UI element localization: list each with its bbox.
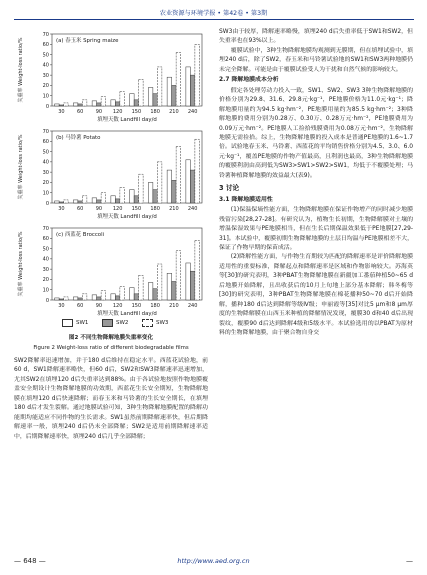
bar-sw2 <box>97 200 102 203</box>
paragraph: 假定各处理劳动力投入一致，SW1、SW2、SW3 3种生物降解地膜的价格分别为29.8、31.6、29.8元·kg⁻¹，PE地膜价格为11.0元·kg⁻¹；降解地膜用量约为94.5 kg·hm⁻²，PE地膜用量约为85.5 kg·hm⁻²；3种降解地膜的费用分别为0.28万、0.30万、0.28万元·hm⁻²，PE地膜费用为0.09万元·hm⁻²。PE地膜人工捡拾残膜费用为0.08万元·hm⁻²，生物降解地膜无需捡拾。综上，生物降解地膜的投入成本是普通PE地膜的1.6~1.7倍。试验地春玉米、马铃薯、西蓝花的平均销售价格分别为4.5、3.0、6.0元·kg⁻¹，覆盖PE地膜的作物产值最高，且利润也最高，3种生物降解地膜的覆膜利润由高到低为SW3>SW1>SW2>SW1，均低于不覆膜处理；马铃薯种植降解地膜的效益最大(表9)。 <box>219 87 413 179</box>
bar-sw2 <box>78 201 83 203</box>
x-tick-label: 30 <box>58 303 65 309</box>
legend-sw2: SW2 <box>102 319 128 327</box>
y-tick-label: 50 <box>42 52 49 59</box>
bar-sw3 <box>82 100 87 106</box>
bar-sw1 <box>73 297 78 300</box>
bar-sw3 <box>64 200 69 203</box>
x-axis-label: 填埋天数 Landfill day/d <box>97 311 157 317</box>
x-tick-label: 180 <box>150 303 160 309</box>
bar-sw3 <box>139 174 144 203</box>
bar-sw3 <box>176 53 181 106</box>
x-tick-label: 60 <box>76 206 84 212</box>
bar-sw1 <box>111 100 116 106</box>
y-tick-label: 10 <box>42 93 49 100</box>
bar-sw1 <box>92 198 97 203</box>
x-tick-label: 90 <box>95 206 103 212</box>
bar-sw2 <box>153 94 158 106</box>
section-heading-3: 3 讨论 <box>219 184 240 193</box>
x-axis-label: 填埋天数 Landfill day/d <box>97 214 157 220</box>
y-tick-label: 10 <box>42 287 49 294</box>
y-tick-label: 60 <box>42 139 49 146</box>
paragraph: SW2降解率迅速增加，并于180 d后维持在稳定水平。西蓝花试验地，前60 d，SW1降解速率略快，但60 d后，SW2和SW3降解速率迅速增加，尤其SW2在填埋120 d后失重率达到88%。由于各试验地按照作物地膜覆盖安全期设计生物降解地膜的功效期，西蓝花生长安全期短，生物降解地膜在填埋120 d后快速降解；而春玉米和马铃薯的生长安全期长，在填埋180 d后才发生裂解。通过地膜试验可知，3种生物降解地膜配置的降解功能期均能适应不同作物的生长需求。SW1虽然前期降解速率快，但后期降解速率一般，填埋240 d后仍未全部降解；SW2是适用前期降解速率适中，后期降解速率快，填埋240 d后几乎全部降解； <box>14 358 208 440</box>
x-tick-label: 210 <box>169 303 179 309</box>
y-tick-label: 40 <box>42 256 49 263</box>
bar-sw3 <box>82 294 87 300</box>
y-tick-label: 70 <box>42 31 49 38</box>
panel-label: (c) 西蓝花 Broccoli <box>56 232 105 238</box>
y-tick-label: 30 <box>42 266 49 273</box>
bar-sw3 <box>139 79 144 106</box>
x-tick-label: 120 <box>112 206 123 212</box>
x-tick-label: 150 <box>131 303 142 309</box>
y-tick-label: 0 <box>45 103 49 110</box>
bar-sw3 <box>120 287 125 300</box>
y-axis-label: 失重率 Weight-loss ratio/% <box>18 37 24 103</box>
footer-url: http://www.aed.org.cn <box>177 557 250 565</box>
bar-sw3 <box>101 97 106 106</box>
legend-sw1: SW1 <box>62 319 88 327</box>
bar-sw2 <box>78 298 83 300</box>
bar-sw1 <box>130 288 135 300</box>
paragraph: 覆膜试验中，3种生物降解地膜均观测到无膜期，但在填埋试验中，填埋240 d后，除了SW2，春玉米和马铃薯试验地的SW1和SW3两种地膜仍未完全降解。可能是由于覆膜试验受人为干扰和自然气候的影响较大。 <box>219 47 413 73</box>
bar-sw1 <box>55 298 60 300</box>
bar-sw1 <box>73 200 78 203</box>
bar-sw1 <box>92 101 97 106</box>
header-rule <box>14 19 414 20</box>
bar-sw2 <box>97 103 102 106</box>
bar-sw2 <box>134 294 139 300</box>
x-axis-label: 填埋天数 Landfill day/d <box>97 117 157 123</box>
bar-sw3 <box>195 240 200 300</box>
x-tick-label: 90 <box>95 303 103 309</box>
y-axis-label: 失重率 Weight-loss ratio/% <box>18 134 24 200</box>
x-tick-label: 180 <box>150 206 160 212</box>
x-tick-label: 180 <box>150 109 160 115</box>
bar-sw3 <box>64 297 69 300</box>
y-tick-label: 50 <box>42 246 49 253</box>
bar-sw2 <box>59 202 64 203</box>
bar-sw1 <box>92 295 97 300</box>
bar-sw3 <box>82 196 87 203</box>
paragraph: SW3由于较厚，降解速率略慢，填埋240 d后失重率低于SW1和SW2，但失重率也在93%以上。 <box>219 29 413 45</box>
y-tick-label: 40 <box>42 159 49 166</box>
bar-sw1 <box>55 201 60 203</box>
bar-sw1 <box>167 273 172 300</box>
bar-sw2 <box>190 170 195 203</box>
x-tick-label: 210 <box>169 109 179 115</box>
section-heading-2-7: 2.7 降解地膜成本分析 <box>219 77 279 84</box>
bar-sw1 <box>73 103 78 106</box>
left-column-text <box>14 357 208 442</box>
bar-sw1 <box>148 87 153 106</box>
y-tick-label: 70 <box>42 128 49 135</box>
bar-sw1 <box>111 294 116 300</box>
x-tick-label: 120 <box>112 109 123 115</box>
bar-sw2 <box>172 180 177 203</box>
bar-sw1 <box>130 94 135 106</box>
x-tick-label: 60 <box>76 303 84 309</box>
figure-caption-cn: 图2 不同生物降解地膜失重率变化 <box>68 335 154 341</box>
bar-sw2 <box>153 190 158 203</box>
legend-sw3: SW3 <box>142 319 168 327</box>
bar-sw3 <box>195 44 200 106</box>
bar-sw1 <box>167 170 172 203</box>
y-tick-label: 30 <box>42 72 49 79</box>
bar-sw3 <box>176 251 181 300</box>
section-heading-3-1: 3.1 降解地膜适用性 <box>219 196 273 203</box>
x-tick-label: 90 <box>95 109 103 115</box>
y-axis-label: 失重率 Weight-loss ratio/% <box>18 231 24 297</box>
figure-caption-en: Figure 2 Weight-loss ratio of different biodegradable films <box>33 345 189 351</box>
y-tick-label: 20 <box>42 277 49 284</box>
bar-sw2 <box>78 104 83 106</box>
x-tick-label: 210 <box>169 206 179 212</box>
bar-sw2 <box>153 289 158 300</box>
paragraph: (2)降解性能方面，与作物生育期较为匹配的降解速率是评价降解地膜适用性的重要标准，降解起点和降解速率是区域和作物影响较大。苏海英等[30]的研究表明，3种PBAT生物降解地膜在新疆加工番茄种植50~65 d后地膜开始降解，且出收获后的10月上旬地上部分基本降解；韩冬梅等[30]的研究表明，3种PBAT生物降解地膜在棉花播种50~70 d后开始降解，播种180 d后达到降解等级Ⅳ级；申丽霞等[35]对比5 μm和8 μm厚度的生物降解膜在山西玉米种植的降解情况发现，覆膜30 d和40 d后出现裂纹，覆膜90 d后达到降解4级和5级水平。本试验选用的以PBAT为原材料的生物降解地膜，由于聚合物自身交 <box>219 254 413 337</box>
bar-sw1 <box>148 182 153 203</box>
bar-sw1 <box>167 77 172 106</box>
x-tick-label: 240 <box>187 206 198 212</box>
bar-sw2 <box>172 281 177 300</box>
page-number: — 648 — <box>14 557 46 565</box>
bar-sw3 <box>64 103 69 106</box>
x-tick-label: 240 <box>187 109 198 115</box>
bar-sw2 <box>134 100 139 106</box>
footer-mark: — <box>406 557 413 565</box>
right-column-text <box>219 28 413 339</box>
bar-sw3 <box>157 67 162 106</box>
x-tick-label: 30 <box>58 109 65 115</box>
y-tick-label: 20 <box>42 180 49 187</box>
x-tick-label: 60 <box>76 109 84 115</box>
bar-sw2 <box>59 105 64 106</box>
y-tick-label: 0 <box>45 297 49 304</box>
x-tick-label: 30 <box>58 206 65 212</box>
y-tick-label: 30 <box>42 169 49 176</box>
y-tick-label: 60 <box>42 42 49 49</box>
bar-sw1 <box>148 283 153 300</box>
bar-sw3 <box>101 193 106 203</box>
y-tick-label: 60 <box>42 236 49 243</box>
bar-sw3 <box>157 162 162 203</box>
panel-label: (a) 春玉米 Spring maize <box>56 38 119 44</box>
bar-sw3 <box>139 275 144 300</box>
bar-sw2 <box>97 297 102 300</box>
bar-sw2 <box>172 85 177 106</box>
figure-2 <box>14 26 208 338</box>
panel-label: (b) 马铃薯 Potato <box>56 135 101 141</box>
chart-legend <box>14 319 208 329</box>
bar-sw2 <box>190 271 195 300</box>
bar-sw1 <box>111 196 116 203</box>
bar-sw1 <box>55 104 60 106</box>
y-tick-label: 40 <box>42 62 49 69</box>
x-tick-label: 150 <box>131 109 142 115</box>
bar-sw2 <box>134 196 139 203</box>
bar-sw3 <box>157 264 162 300</box>
bar-sw2 <box>115 296 120 300</box>
running-header: 农业资源与环境学报 • 第42卷 • 第3期 <box>159 10 268 17</box>
x-tick-label: 150 <box>131 206 142 212</box>
bar-sw2 <box>115 102 120 106</box>
bar-sw3 <box>195 139 200 203</box>
bar-sw1 <box>130 190 135 203</box>
bar-sw3 <box>176 146 181 203</box>
x-tick-label: 120 <box>112 303 123 309</box>
bar-sw2 <box>115 199 120 203</box>
y-tick-label: 10 <box>42 190 49 197</box>
bar-sw1 <box>186 160 191 203</box>
x-tick-label: 240 <box>187 303 198 309</box>
y-tick-label: 50 <box>42 149 49 156</box>
bar-sw2 <box>190 75 195 106</box>
bar-sw3 <box>101 291 106 300</box>
bar-sw1 <box>186 67 191 106</box>
y-tick-label: 20 <box>42 83 49 90</box>
bar-sw1 <box>186 263 191 300</box>
y-tick-label: 0 <box>45 200 49 207</box>
bar-sw3 <box>120 188 125 203</box>
paragraph: (1)保温保墒性能方面，生物降解地膜在保证作物增产的同时减少地膜残留污染[28,27-28]。有研究认为，植物生长初期，生物降解膜对土壤的增温保湿效果与PE地膜相当，但在生长后期保温效果低于PE地膜[27,29-31]。本试验中，覆膜初期生物降解地膜的土层日均温与PE地膜相差不大，保证了作物早期的保苗成活。 <box>219 207 413 251</box>
bar-sw2 <box>59 299 64 300</box>
y-tick-label: 70 <box>42 225 49 232</box>
bar-sw3 <box>120 92 125 106</box>
